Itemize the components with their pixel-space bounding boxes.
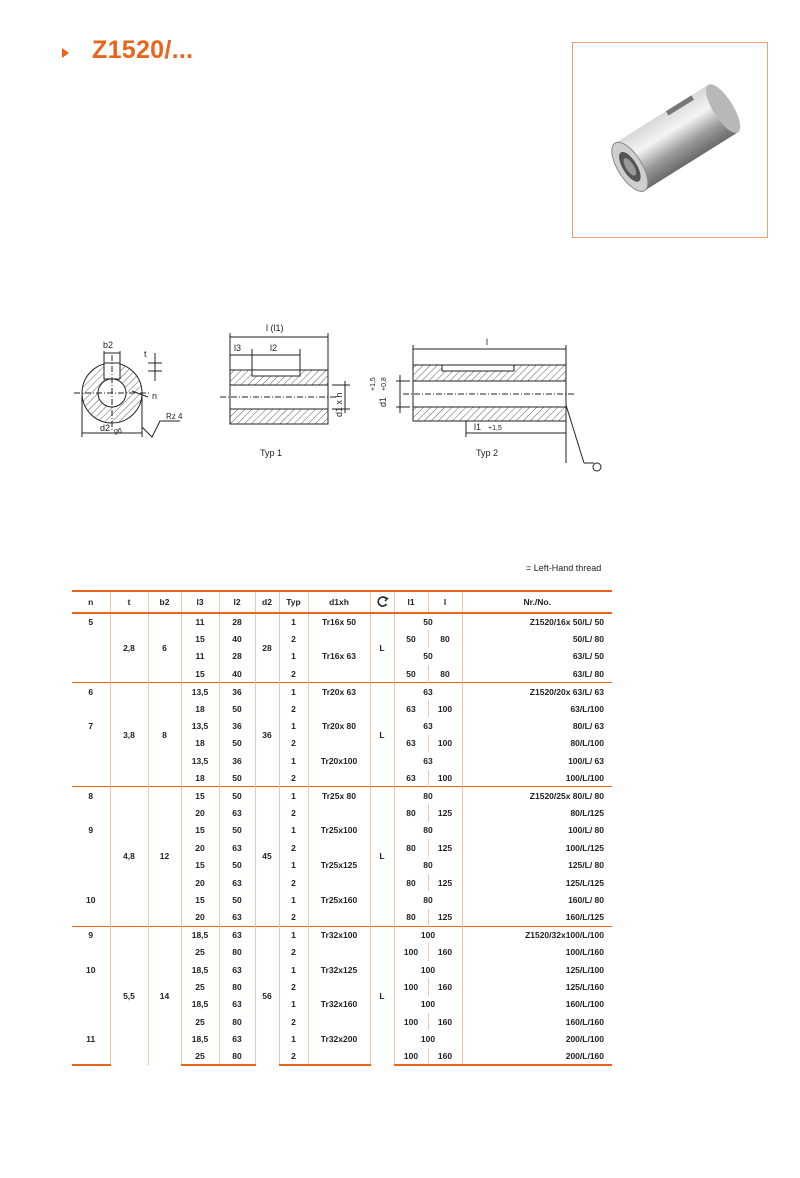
cell-t: 5,5 bbox=[110, 926, 148, 1065]
cell-l2: 50 bbox=[219, 700, 255, 717]
cell-n: 5 bbox=[72, 613, 110, 630]
cell-typ: 2 bbox=[279, 839, 308, 856]
cell-l1: 80 bbox=[394, 787, 462, 804]
cell-typ: 1 bbox=[279, 717, 308, 734]
cell-l3: 25 bbox=[181, 1048, 219, 1065]
cell-typ: 2 bbox=[279, 978, 308, 995]
cell-b2: 12 bbox=[148, 787, 181, 926]
title-arrow-icon bbox=[62, 48, 69, 58]
label-l: l bbox=[486, 337, 488, 347]
cell-l1: 80 bbox=[394, 822, 462, 839]
typ2-view bbox=[396, 345, 601, 471]
cell-d1xh: Tr25x160 bbox=[308, 891, 370, 908]
cell-l2: 63 bbox=[219, 996, 255, 1013]
col-l1: l1 bbox=[394, 591, 428, 613]
cell-d1xh: Tr25x125 bbox=[308, 856, 370, 873]
front-view bbox=[74, 351, 180, 437]
cell-d1xh: Tr16x 63 bbox=[308, 648, 370, 665]
cell-l: 160 bbox=[428, 978, 462, 995]
cell-d1xh bbox=[308, 909, 370, 926]
cell-nr-no: 63/L/100 bbox=[570, 703, 604, 714]
cell-n: 11 bbox=[72, 1030, 110, 1047]
cell-n bbox=[72, 1013, 110, 1030]
cell-l2: 63 bbox=[219, 874, 255, 891]
cell-l2: 63 bbox=[219, 804, 255, 821]
cell-d1xh bbox=[308, 839, 370, 856]
cell-d1xh: Tr16x 50 bbox=[308, 613, 370, 630]
cell-l1: 63 bbox=[394, 770, 428, 787]
cell-nr-no: Z1520/25x 80/L/ 80 bbox=[462, 787, 612, 804]
page-title: Z1520/... bbox=[92, 36, 194, 64]
cell-typ: 2 bbox=[279, 909, 308, 926]
cell-d1xh: Tr25x 80 bbox=[308, 787, 370, 804]
cell-nr-no: Z1520/32x100/L/100 bbox=[462, 926, 612, 943]
cell-l2: 63 bbox=[219, 909, 255, 926]
cell-l1: 100 bbox=[394, 1030, 462, 1047]
table-row bbox=[72, 926, 612, 943]
cell-l1: 80 bbox=[394, 874, 428, 891]
cell-n bbox=[72, 804, 110, 821]
cell-typ: 1 bbox=[279, 683, 308, 700]
col-d2: d2 bbox=[255, 591, 279, 613]
cell-l1: 63 bbox=[394, 717, 462, 734]
cell-t: 3,8 bbox=[110, 683, 148, 787]
cell-l2: 28 bbox=[219, 648, 255, 665]
label-b2: b2 bbox=[103, 340, 114, 350]
cell-nr-no: 100/L/125 bbox=[565, 842, 604, 853]
cell-typ: 1 bbox=[279, 996, 308, 1013]
cell-l3: 18,5 bbox=[181, 1030, 219, 1047]
cell-typ: 1 bbox=[279, 1030, 308, 1047]
cell-nr-no: 125/L/100 bbox=[565, 964, 604, 975]
cell-l3: 20 bbox=[181, 909, 219, 926]
cell-nr-no: 63/L/ 80 bbox=[572, 668, 604, 679]
table-header-row bbox=[72, 591, 612, 613]
cell-nr-no: 80/L/125 bbox=[570, 807, 604, 818]
cell-l1: 100 bbox=[394, 961, 462, 978]
cell-typ: 2 bbox=[279, 943, 308, 960]
cell-l2: 50 bbox=[219, 735, 255, 752]
cell-l3: 13,5 bbox=[181, 752, 219, 769]
technical-drawing bbox=[70, 315, 630, 485]
cell-nr-no: Z1520/20x 63/L/ 63 bbox=[462, 683, 612, 700]
cell-l2: 63 bbox=[219, 926, 255, 943]
col-l3: l3 bbox=[181, 591, 219, 613]
cell-l: 160 bbox=[428, 1013, 462, 1030]
cell-nr-no: 160/L/ 80 bbox=[568, 894, 604, 905]
cell-d1xh bbox=[308, 770, 370, 787]
cell-l2: 80 bbox=[219, 943, 255, 960]
cell-l1: 100 bbox=[394, 978, 428, 995]
label-t: t bbox=[144, 349, 147, 359]
cell-l1: 80 bbox=[394, 909, 428, 926]
label-d2: d2 bbox=[100, 423, 111, 433]
cell-l1: 100 bbox=[394, 1048, 428, 1065]
cell-l2: 80 bbox=[219, 1048, 255, 1065]
cell-n bbox=[72, 752, 110, 769]
cell-typ: 1 bbox=[279, 752, 308, 769]
cell-l1: 80 bbox=[394, 804, 428, 821]
cell-l2: 36 bbox=[219, 752, 255, 769]
cell-l2: 50 bbox=[219, 770, 255, 787]
cell-l3: 15 bbox=[181, 665, 219, 682]
cell-typ: 2 bbox=[279, 665, 308, 682]
col-l: l bbox=[428, 591, 462, 613]
label-l2: l2 bbox=[270, 343, 278, 353]
cell-n bbox=[72, 839, 110, 856]
cell-nr-no: 80/L/ 63 bbox=[572, 721, 604, 732]
cell-n: 7 bbox=[72, 717, 110, 734]
cell-d1xh bbox=[308, 804, 370, 821]
spec-table bbox=[72, 590, 612, 1066]
cell-l3: 18 bbox=[181, 770, 219, 787]
cell-l2: 40 bbox=[219, 665, 255, 682]
cell-nr-no: 200/L/160 bbox=[462, 1048, 612, 1065]
cell-typ: 1 bbox=[279, 613, 308, 630]
cell-l3: 18 bbox=[181, 700, 219, 717]
cell-l1: 63 bbox=[394, 700, 428, 717]
cell-l2: 50 bbox=[219, 856, 255, 873]
cell-lh: L bbox=[370, 683, 394, 787]
cell-l: 125 bbox=[428, 909, 462, 926]
col-typ: Typ bbox=[279, 591, 308, 613]
cell-l3: 20 bbox=[181, 874, 219, 891]
cell-l1: 100 bbox=[394, 996, 462, 1013]
cell-l: 80 bbox=[428, 665, 462, 682]
cell-l3: 15 bbox=[181, 630, 219, 647]
cell-l3: 11 bbox=[181, 613, 219, 630]
cell-typ: 1 bbox=[279, 822, 308, 839]
cell-nr-no: 160/L/125 bbox=[565, 912, 604, 923]
cell-l1: 80 bbox=[394, 839, 428, 856]
cell-n bbox=[72, 648, 110, 665]
cell-typ: 2 bbox=[279, 735, 308, 752]
cell-l: 100 bbox=[428, 700, 462, 717]
cell-b2: 6 bbox=[148, 613, 181, 683]
col-n: n bbox=[72, 591, 110, 613]
cell-n: 9 bbox=[72, 822, 110, 839]
col-nr-no: Nr./No. bbox=[462, 591, 612, 613]
cell-l3: 18,5 bbox=[181, 961, 219, 978]
cell-l: 100 bbox=[428, 735, 462, 752]
cell-n: 10 bbox=[72, 891, 110, 908]
cell-l2: 63 bbox=[219, 839, 255, 856]
cell-typ: 2 bbox=[279, 630, 308, 647]
label-rz: Rz 4 bbox=[166, 412, 183, 421]
left-hand-thread-icon bbox=[376, 595, 389, 608]
cell-lh: L bbox=[370, 787, 394, 926]
cell-d1xh bbox=[308, 943, 370, 960]
cell-n: 6 bbox=[72, 683, 110, 700]
cell-l3: 15 bbox=[181, 891, 219, 908]
cell-d1xh: Tr32x125 bbox=[308, 961, 370, 978]
cell-l1: 100 bbox=[394, 926, 462, 943]
cell-l1: 63 bbox=[394, 752, 462, 769]
cell-d2: 56 bbox=[255, 926, 279, 1065]
cell-nr-no: 100/L/ 80 bbox=[568, 825, 604, 836]
table-row bbox=[72, 613, 612, 630]
cell-d1xh: Tr20x 63 bbox=[308, 683, 370, 700]
cell-l1: 100 bbox=[394, 1013, 428, 1030]
cell-typ: 1 bbox=[279, 926, 308, 943]
cell-nr-no: 100/L/ 63 bbox=[568, 755, 604, 766]
cell-nr-no: 100/L/160 bbox=[565, 947, 604, 958]
table-row bbox=[72, 787, 612, 804]
cell-nr-no: 160/L/160 bbox=[565, 1016, 604, 1027]
cell-lh: L bbox=[370, 926, 394, 1065]
cell-n bbox=[72, 665, 110, 682]
cell-typ: 2 bbox=[279, 1013, 308, 1030]
cell-d1xh: Tr32x100 bbox=[308, 926, 370, 943]
cell-l2: 80 bbox=[219, 1013, 255, 1030]
cell-l2: 40 bbox=[219, 630, 255, 647]
sleeve-photo-icon bbox=[573, 43, 767, 237]
cell-n bbox=[72, 735, 110, 752]
cell-l: 100 bbox=[428, 770, 462, 787]
cell-l3: 13,5 bbox=[181, 683, 219, 700]
cell-nr-no: 80/L/100 bbox=[570, 738, 604, 749]
cell-l3: 20 bbox=[181, 804, 219, 821]
label-tol-plus: +1,5 bbox=[370, 377, 377, 391]
label-d1xh: d1 x h bbox=[334, 392, 344, 417]
col-d1xh: d1xh bbox=[308, 591, 370, 613]
col-lh-icon bbox=[370, 591, 394, 613]
cell-l3: 20 bbox=[181, 839, 219, 856]
cell-d1xh bbox=[308, 874, 370, 891]
cell-n bbox=[72, 856, 110, 873]
cell-l1: 63 bbox=[394, 735, 428, 752]
cell-t: 2,8 bbox=[110, 613, 148, 683]
cell-n bbox=[72, 874, 110, 891]
table-row bbox=[72, 683, 612, 700]
cell-n bbox=[72, 700, 110, 717]
cell-n bbox=[72, 943, 110, 960]
cell-n: 8 bbox=[72, 787, 110, 804]
cell-lh: L bbox=[370, 613, 394, 683]
cell-n bbox=[72, 1048, 110, 1065]
cell-l3: 15 bbox=[181, 787, 219, 804]
cell-l3: 25 bbox=[181, 943, 219, 960]
cell-n bbox=[72, 978, 110, 995]
cell-d1xh: Tr32x160 bbox=[308, 996, 370, 1013]
legend-left-hand-thread: = Left-Hand thread bbox=[526, 563, 602, 573]
label-typ2: Typ 2 bbox=[476, 448, 499, 458]
label-g6: g6 bbox=[114, 428, 122, 435]
col-t: t bbox=[110, 591, 148, 613]
cell-l3: 11 bbox=[181, 648, 219, 665]
cell-l3: 25 bbox=[181, 1013, 219, 1030]
cell-d1xh: Tr25x100 bbox=[308, 822, 370, 839]
label-l3: l3 bbox=[234, 343, 242, 353]
cell-b2: 8 bbox=[148, 683, 181, 787]
cell-typ: 2 bbox=[279, 1048, 308, 1065]
cell-n bbox=[72, 770, 110, 787]
label-tol-d1: d1 bbox=[378, 396, 388, 407]
cell-nr-no: 125/L/ 80 bbox=[568, 860, 604, 871]
cell-n: 10 bbox=[72, 961, 110, 978]
cell-typ: 2 bbox=[279, 700, 308, 717]
label-tol-08: +0,8 bbox=[381, 377, 388, 391]
cell-l2: 63 bbox=[219, 1030, 255, 1047]
cell-l3: 18 bbox=[181, 735, 219, 752]
cell-l1: 100 bbox=[394, 943, 428, 960]
label-l-l1: l (l1) bbox=[266, 323, 284, 333]
cell-nr-no: 160/L/100 bbox=[565, 999, 604, 1010]
cell-d1xh bbox=[308, 1048, 370, 1065]
cell-n bbox=[72, 996, 110, 1013]
cell-l: 160 bbox=[428, 1048, 462, 1065]
cell-typ: 1 bbox=[279, 787, 308, 804]
cell-l1: 50 bbox=[394, 613, 462, 630]
cell-l1: 50 bbox=[394, 648, 462, 665]
cell-l3: 15 bbox=[181, 822, 219, 839]
cell-l3: 18,5 bbox=[181, 926, 219, 943]
cell-d1xh bbox=[308, 1013, 370, 1030]
cell-nr-no: 125/L/160 bbox=[565, 981, 604, 992]
cell-l: 80 bbox=[428, 630, 462, 647]
product-photo bbox=[572, 42, 768, 238]
cell-n bbox=[72, 630, 110, 647]
cell-d1xh: Tr20x 80 bbox=[308, 717, 370, 734]
cell-nr-no: 63/L/ 50 bbox=[572, 651, 604, 662]
cell-d1xh bbox=[308, 700, 370, 717]
cell-l2: 63 bbox=[219, 961, 255, 978]
cell-l1: 50 bbox=[394, 630, 428, 647]
cell-typ: 1 bbox=[279, 961, 308, 978]
cell-l: 125 bbox=[428, 874, 462, 891]
cell-nr-no: 200/L/100 bbox=[565, 1034, 604, 1045]
label-l1-tol: +1,5 bbox=[488, 425, 502, 432]
cell-n bbox=[72, 909, 110, 926]
cell-l1: 80 bbox=[394, 856, 462, 873]
cell-d2: 28 bbox=[255, 613, 279, 683]
cell-nr-no: 50/L/ 80 bbox=[572, 634, 604, 645]
cell-d1xh bbox=[308, 665, 370, 682]
cell-typ: 2 bbox=[279, 804, 308, 821]
cell-b2: 14 bbox=[148, 926, 181, 1065]
cell-typ: 1 bbox=[279, 891, 308, 908]
cell-typ: 1 bbox=[279, 648, 308, 665]
cell-l3: 13,5 bbox=[181, 717, 219, 734]
cell-d1xh bbox=[308, 735, 370, 752]
cell-d2: 45 bbox=[255, 787, 279, 926]
cell-l3: 18,5 bbox=[181, 996, 219, 1013]
cell-d1xh: Tr32x200 bbox=[308, 1030, 370, 1047]
cell-l1: 63 bbox=[394, 683, 462, 700]
col-b2: b2 bbox=[148, 591, 181, 613]
cell-l3: 15 bbox=[181, 856, 219, 873]
cell-l1: 50 bbox=[394, 665, 428, 682]
cell-l3: 25 bbox=[181, 978, 219, 995]
cell-l: 125 bbox=[428, 839, 462, 856]
cell-d1xh bbox=[308, 978, 370, 995]
cell-typ: 2 bbox=[279, 874, 308, 891]
cell-l2: 50 bbox=[219, 891, 255, 908]
cell-nr-no: 125/L/125 bbox=[565, 877, 604, 888]
label-n: n bbox=[152, 391, 158, 401]
cell-l1: 80 bbox=[394, 891, 462, 908]
cell-typ: 2 bbox=[279, 770, 308, 787]
cell-t: 4,8 bbox=[110, 787, 148, 926]
label-typ1: Typ 1 bbox=[260, 448, 283, 458]
cell-d1xh: Tr20x100 bbox=[308, 752, 370, 769]
cell-n: 9 bbox=[72, 926, 110, 943]
col-l2: l2 bbox=[219, 591, 255, 613]
cell-l2: 80 bbox=[219, 978, 255, 995]
cell-d2: 36 bbox=[255, 683, 279, 787]
cell-l: 160 bbox=[428, 943, 462, 960]
cell-l2: 36 bbox=[219, 717, 255, 734]
cell-l2: 50 bbox=[219, 787, 255, 804]
cell-l2: 36 bbox=[219, 683, 255, 700]
cell-l2: 28 bbox=[219, 613, 255, 630]
cell-nr-no: Z1520/16x 50/L/ 50 bbox=[462, 613, 612, 630]
label-l1: l1 bbox=[474, 422, 482, 432]
cell-d1xh bbox=[308, 630, 370, 647]
cell-l: 125 bbox=[428, 804, 462, 821]
cell-typ: 1 bbox=[279, 856, 308, 873]
cell-nr-no: 100/L/100 bbox=[565, 772, 604, 783]
cell-l2: 50 bbox=[219, 822, 255, 839]
